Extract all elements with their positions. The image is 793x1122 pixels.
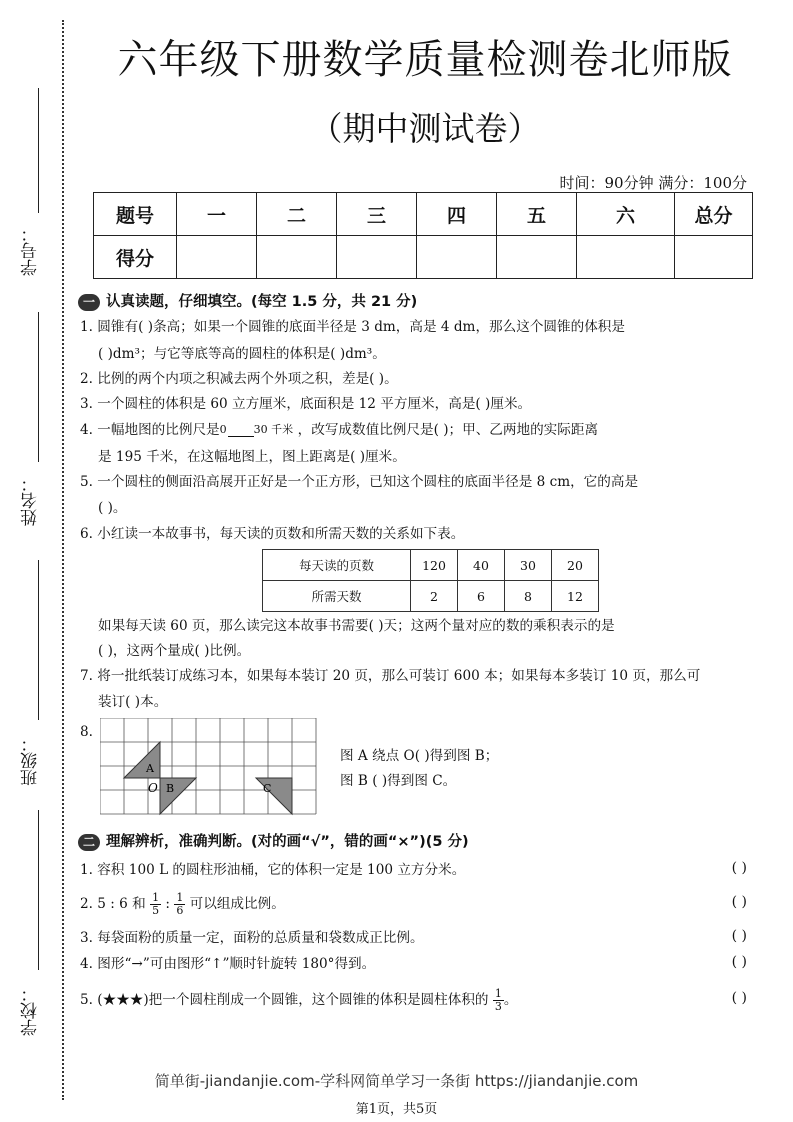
section2-title: 理解辨析，准确判断。(对的画“√”，错的画“×”)(5 分): [106, 834, 469, 850]
score-header-cell: 四: [417, 193, 497, 236]
name-line: [38, 312, 39, 462]
q6-cell: 2: [411, 581, 458, 612]
figure-a-label: A: [146, 762, 154, 775]
scale-zero: 0: [219, 422, 227, 436]
q6-cell: 30: [505, 550, 552, 581]
time-info: 时间：90分钟 满分：100分: [559, 174, 747, 192]
point-o-label: O: [148, 781, 158, 795]
scale-rule: [228, 436, 254, 437]
q8-line1: 图 A 绕点 O( )得到图 B；: [340, 748, 499, 764]
q6-cell: 120: [411, 550, 458, 581]
fraction-denominator: 3: [494, 1000, 502, 1013]
q7-line2: 装订( )本。: [98, 694, 168, 710]
score-cell[interactable]: [257, 236, 337, 279]
score-header-row: [94, 193, 753, 236]
ratio-colon: :: [165, 896, 170, 912]
judge-q2-prefix: 2. 5 : 6 和: [80, 896, 146, 912]
fraction-denominator: 6: [176, 904, 184, 917]
judge-q5-prefix: 5. (★★★)把一个圆柱削成一个圆锥，这个圆锥的体积是圆柱体积的: [80, 992, 489, 1008]
scale-bar: [220, 423, 298, 439]
q6-cell: 12: [552, 581, 599, 612]
score-table: [93, 192, 753, 279]
section1-heading: [78, 290, 417, 311]
page-subtitle: （期中测试卷）: [309, 109, 541, 148]
score-cell[interactable]: [337, 236, 417, 279]
q4-suffix: ，改写成数值比例尺是( )；甲、乙两地的实际距离: [297, 422, 599, 438]
q6-line4: ( )，这两个量成( )比例。: [98, 643, 251, 659]
q6-row-label: 每天读的页数: [263, 550, 411, 581]
score-cell[interactable]: [497, 236, 577, 279]
score-cell[interactable]: [177, 236, 257, 279]
fraction-numerator: 1: [176, 891, 184, 904]
q7-line1: 7. 将一批纸装订成练习本，如果每本装订 20 页，那么可装订 600 本；如果每本多装订 10 页，那么可: [80, 668, 701, 684]
fraction-denominator: 5: [152, 904, 160, 917]
judge-q1: 1. 容积 100 L 的圆柱形油桶，它的体积一定是 100 立方分米。: [80, 862, 466, 878]
scale-30km: 30 千米: [253, 422, 294, 436]
section1-title: 认真读题，仔细填空。(每空 1.5 分，共 21 分): [106, 294, 418, 310]
student-no-line: [38, 88, 39, 213]
figure-c-label: C: [263, 782, 272, 795]
judge-q1-answer[interactable]: ( ): [731, 860, 747, 876]
score-header-cell: 六: [577, 193, 675, 236]
q8-number: 8.: [80, 724, 93, 740]
judge-q5-answer[interactable]: ( ): [731, 990, 747, 1006]
score-header-cell: 三: [337, 193, 417, 236]
q6-table-row: [263, 550, 599, 581]
section2-heading: [78, 830, 469, 851]
score-header-cell: 二: [257, 193, 337, 236]
judge-q4: 4. 图形“→”可由图形“↑”顺时针旋转 180°得到。: [80, 956, 376, 972]
q6-cell: 6: [458, 581, 505, 612]
score-header-cell: 五: [497, 193, 577, 236]
student-no-label: 学号：: [21, 225, 41, 276]
q4-line2: 是 195 千米，在这幅地图上，图上距离是( )厘米。: [98, 449, 406, 465]
score-cell[interactable]: [417, 236, 497, 279]
q6-table-row: [263, 581, 599, 612]
score-header-cell: 题号: [94, 193, 177, 236]
score-cell[interactable]: [675, 236, 753, 279]
name-label: 姓名：: [21, 475, 41, 526]
score-header-cell: 一: [177, 193, 257, 236]
q5-line1: 5. 一个圆柱的侧面沿高展开正好是一个正方形，已知这个圆柱的底面半径是 8 cm，它的高是: [80, 474, 639, 490]
judge-q5-suffix: 。: [503, 992, 518, 1008]
judge-q5: [80, 988, 517, 1013]
figure-b-label: B: [166, 782, 175, 795]
section1-number: 一: [78, 294, 100, 311]
fraction-numerator: 1: [494, 987, 502, 1000]
q1-line1: 1. 圆锥有( )条高；如果一个圆锥的底面半径是 3 dm，高是 4 dm，那么这个圆锥的体积是: [80, 319, 625, 335]
fraction-one-third: [493, 988, 504, 1013]
judge-q3: 3. 每袋面粉的质量一定，面粉的总质量和袋数成正比例。: [80, 930, 424, 946]
q8-grid-figure: [100, 718, 320, 818]
q6-cell: 40: [458, 550, 505, 581]
fraction-one-fifth: [150, 892, 161, 917]
page-title: 六年级下册数学质量检测卷北师版: [117, 37, 733, 83]
q6-line3: 如果每天读 60 页，那么读完这本故事书需要( )天；这两个量对应的数的乘积表示的是: [98, 618, 615, 634]
figure-a: [124, 742, 160, 778]
school-label: 学校：: [21, 985, 41, 1036]
q4-line1: [80, 420, 598, 440]
q4-prefix: 4. 一幅地图的比例尺是: [80, 422, 220, 438]
q2: 2. 比例的两个内项之积减去两个外项之积，差是( )。: [80, 371, 398, 387]
fraction-one-sixth: [174, 892, 185, 917]
binding-dotted-line: [62, 20, 64, 1100]
q3: 3. 一个圆柱的体积是 60 立方厘米，底面积是 12 平方厘米，高是( )厘米。: [80, 396, 532, 412]
score-value-row: [94, 236, 753, 279]
judge-q2: [80, 892, 285, 917]
q8-line2: 图 B ( )得到图 C。: [340, 773, 457, 789]
q1-line2: ( )dm³；与它等底等高的圆柱的体积是( )dm³。: [98, 346, 386, 362]
q6-row-label: 所需天数: [263, 581, 411, 612]
judge-q2-answer[interactable]: ( ): [731, 894, 747, 910]
fraction-numerator: 1: [152, 891, 160, 904]
q6-cell: 20: [552, 550, 599, 581]
judge-q4-answer[interactable]: ( ): [731, 954, 747, 970]
q6-table: [262, 549, 599, 612]
judge-q2-suffix: 可以组成比例。: [189, 896, 285, 912]
score-cell[interactable]: [577, 236, 675, 279]
class-line: [38, 560, 39, 720]
page-number: 第1页，共5页: [355, 1102, 438, 1117]
school-line: [38, 810, 39, 970]
figure-c: [256, 778, 292, 814]
q6-intro: 6. 小红读一本故事书，每天读的页数和所需天数的关系如下表。: [80, 526, 465, 542]
judge-q3-answer[interactable]: ( ): [731, 928, 747, 944]
q6-cell: 8: [505, 581, 552, 612]
score-header-cell: 总分: [675, 193, 753, 236]
footer-watermark: 简单街-jiandanjie.com-学科网简单学习一条街 https://jiandanjie.com: [154, 1072, 639, 1090]
class-label: 班级：: [21, 735, 41, 786]
score-row-label: 得分: [94, 236, 177, 279]
section2-number: 二: [78, 834, 100, 851]
q5-line2: ( )。: [98, 500, 127, 516]
